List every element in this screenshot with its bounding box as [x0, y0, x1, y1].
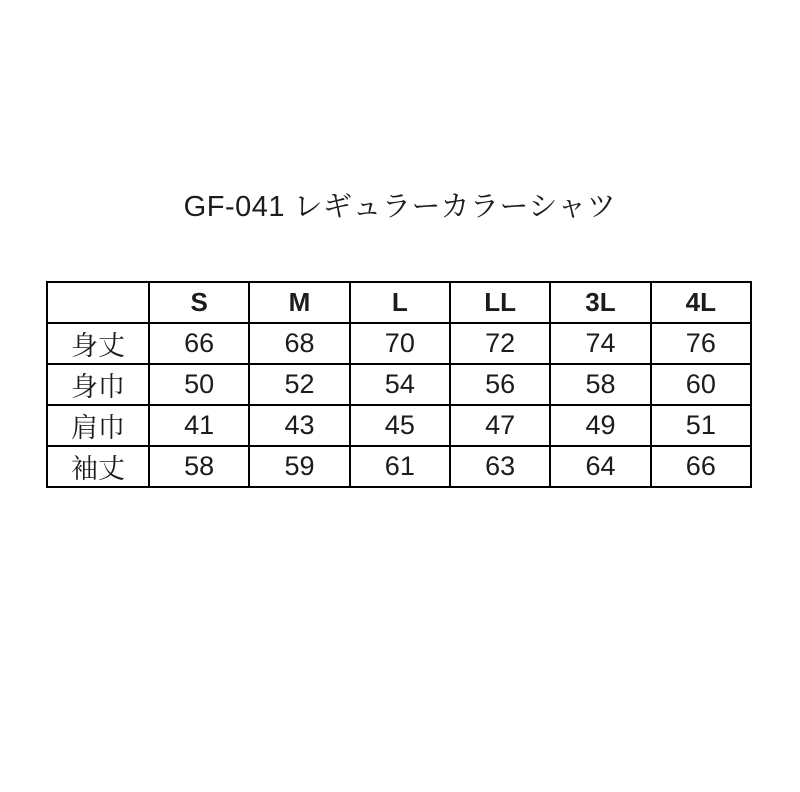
- size-value-cell: 64: [550, 446, 650, 487]
- column-header-ll: LL: [450, 282, 550, 323]
- size-value-cell: 74: [550, 323, 650, 364]
- size-value-cell: 50: [149, 364, 249, 405]
- size-value-cell: 45: [350, 405, 450, 446]
- table-row: [47, 405, 751, 446]
- page-title: GF-041 レギュラーカラーシャツ: [183, 191, 617, 223]
- size-value-cell: 68: [249, 323, 349, 364]
- row-label: 身丈: [47, 323, 149, 364]
- column-header-s: S: [149, 282, 249, 323]
- table-body: [47, 323, 751, 487]
- size-value-cell: 66: [149, 323, 249, 364]
- table-row: [47, 323, 751, 364]
- size-value-cell: 72: [450, 323, 550, 364]
- size-value-cell: 58: [550, 364, 650, 405]
- header-row: [47, 282, 751, 323]
- size-chart-table: [46, 281, 752, 488]
- size-value-cell: 43: [249, 405, 349, 446]
- size-value-cell: 61: [350, 446, 450, 487]
- size-value-cell: 58: [149, 446, 249, 487]
- size-value-cell: 41: [149, 405, 249, 446]
- table-header: [47, 282, 751, 323]
- row-label: 身巾: [47, 364, 149, 405]
- column-header-4l: 4L: [651, 282, 751, 323]
- size-value-cell: 54: [350, 364, 450, 405]
- size-value-cell: 63: [450, 446, 550, 487]
- row-label: 袖丈: [47, 446, 149, 487]
- size-value-cell: 66: [651, 446, 751, 487]
- size-value-cell: 47: [450, 405, 550, 446]
- size-value-cell: 70: [350, 323, 450, 364]
- column-header-3l: 3L: [550, 282, 650, 323]
- row-label: 肩巾: [47, 405, 149, 446]
- table-row: [47, 364, 751, 405]
- column-header-m: M: [249, 282, 349, 323]
- size-value-cell: 76: [651, 323, 751, 364]
- column-header-l: L: [350, 282, 450, 323]
- table-row: [47, 446, 751, 487]
- size-value-cell: 52: [249, 364, 349, 405]
- size-value-cell: 59: [249, 446, 349, 487]
- size-value-cell: 49: [550, 405, 650, 446]
- size-value-cell: 51: [651, 405, 751, 446]
- size-value-cell: 60: [651, 364, 751, 405]
- size-value-cell: 56: [450, 364, 550, 405]
- corner-cell: [47, 282, 149, 323]
